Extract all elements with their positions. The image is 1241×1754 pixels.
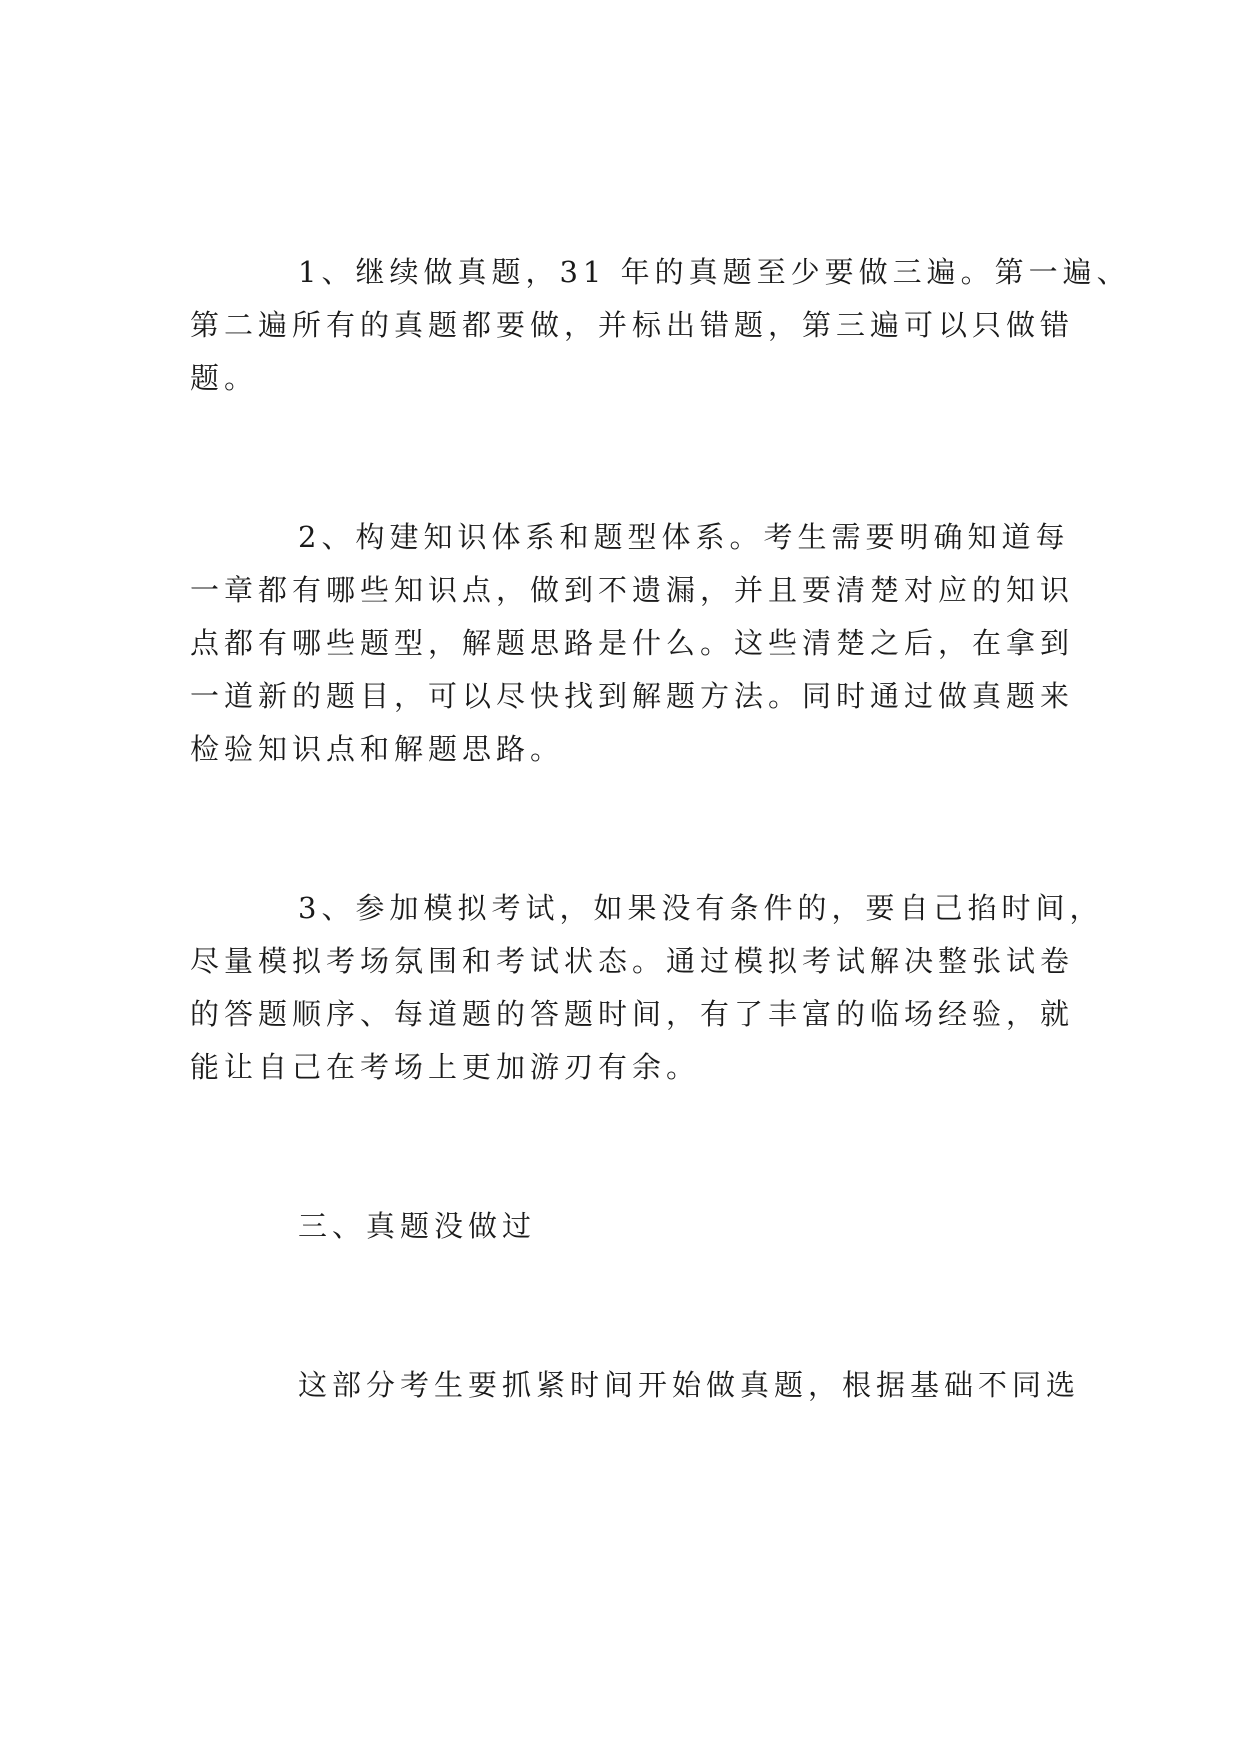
paragraph-3-line-2: 尽量模拟考场氛围和考试状态。通过模拟考试解决整张试卷 <box>190 944 1075 978</box>
paragraph-2-line-2: 一章都有哪些知识点，做到不遗漏，并且要清楚对应的知识 <box>190 573 1075 607</box>
paragraph-1-line-3: 题。 <box>190 361 259 395</box>
paragraph-3-line-3: 的答题顺序、每道题的答题时间，有了丰富的临场经验，就 <box>190 997 1075 1031</box>
paragraph-2-line-1: 2、构建知识体系和题型体系。考生需要明确知道每 <box>298 520 1070 554</box>
paragraph-1-line-1: 1、继续做真题，31 年的真题至少要做三遍。第一遍、 <box>298 255 1131 289</box>
paragraph-1-line-2: 第二遍所有的真题都要做，并标出错题，第三遍可以只做错 <box>190 308 1075 342</box>
paragraph-2-line-5: 检验知识点和解题思路。 <box>190 732 565 766</box>
paragraph-3-line-1: 3、参加模拟考试，如果没有条件的，要自己掐时间， <box>298 891 1104 925</box>
paragraph-3-line-4: 能让自己在考场上更加游刃有余。 <box>190 1050 701 1084</box>
paragraph-4-line-1: 这部分考生要抓紧时间开始做真题，根据基础不同选 <box>298 1368 1081 1402</box>
paragraph-2-line-4: 一道新的题目，可以尽快找到解题方法。同时通过做真题来 <box>190 679 1075 713</box>
paragraph-2-line-3: 点都有哪些题型，解题思路是什么。这些清楚之后，在拿到 <box>190 626 1075 660</box>
section-heading: 三、真题没做过 <box>298 1209 537 1243</box>
